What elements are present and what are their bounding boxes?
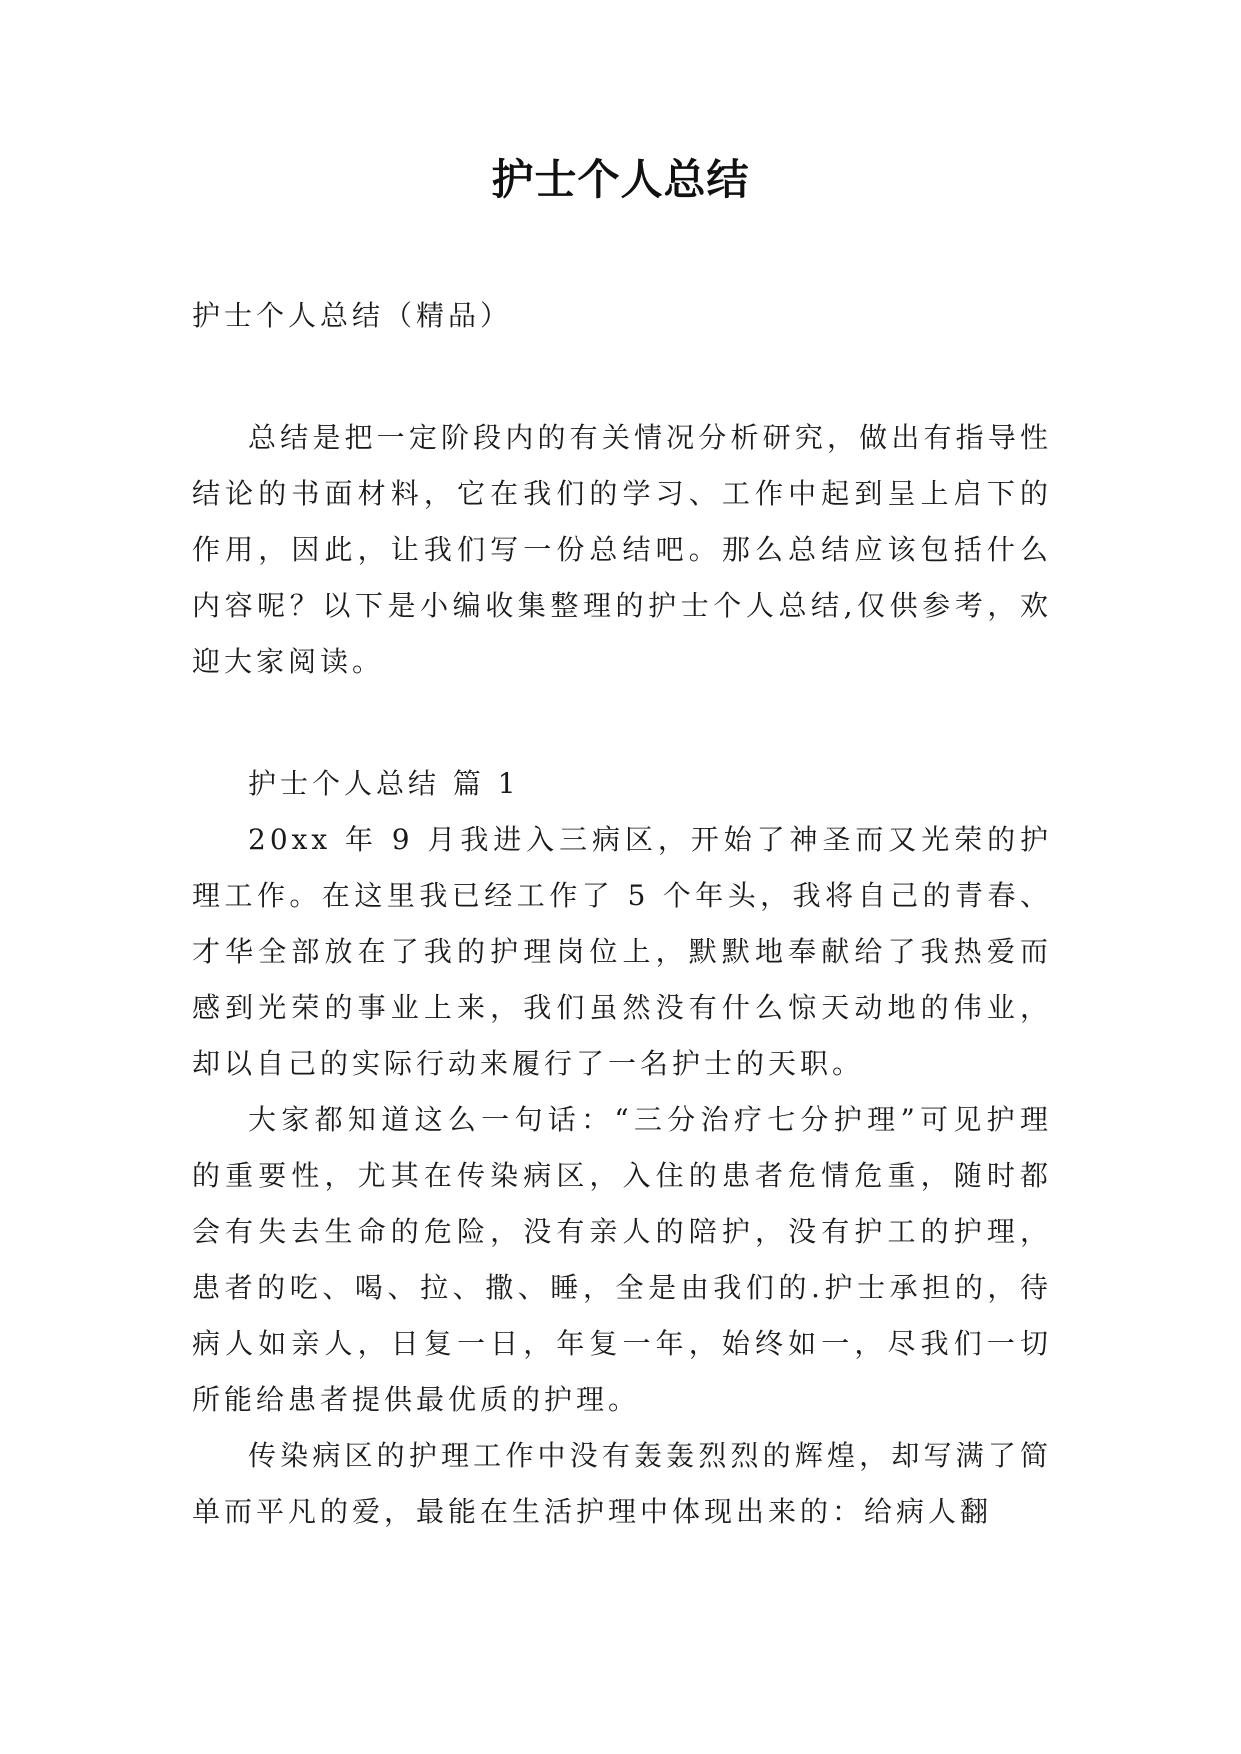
document-subtitle: 护士个人总结（精品） (192, 299, 513, 332)
section-heading: 护士个人总结 篇 1 (248, 767, 520, 800)
body-paragraph: 传染病区的护理工作中没有轰轰烈烈的辉煌，却写满了简单而平凡的爱，最能在生活护理中体现出来的：给病人翻 (192, 1439, 1052, 1528)
body-paragraph: 大家都知道这么一句话：“三分治疗七分护理”可见护理的重要性，尤其在传染病区，入住的患者危情危重，随时都会有失去生命的危险，没有亲人的陪护，没有护工的护理，患者的吃、喝、拉、撒、睡，全是由我们的.护士承担的，待病人如亲人，日复一日，年复一年，始终如一，尽我们一切所能给患者提供最优质的护理。 (192, 1103, 1052, 1416)
document-title: 护士个人总结 (491, 155, 750, 204)
body-paragraph: 20xx 年 9 月我进入三病区，开始了神圣而又光荣的护理工作。在这里我已经工作了 5 个年头，我将自己的青春、才华全部放在了我的护理岗位上，默默地奉献给了我热爱而感到光荣的事业上来，我们虽然没有什么惊天动地的伟业，却以自己的实际行动来履行了一名护士的天职。 (192, 823, 1052, 1080)
intro-block (192, 410, 1052, 690)
section-block (192, 756, 1052, 1540)
intro-paragraph: 总结是把一定阶段内的有关情况分析研究，做出有指导性结论的书面材料，它在我们的学习、工作中起到呈上启下的作用，因此，让我们写一份总结吧。那么总结应该包括什么内容呢？以下是小编收集整理的护士个人总结,仅供参考，欢迎大家阅读。 (192, 421, 1052, 678)
